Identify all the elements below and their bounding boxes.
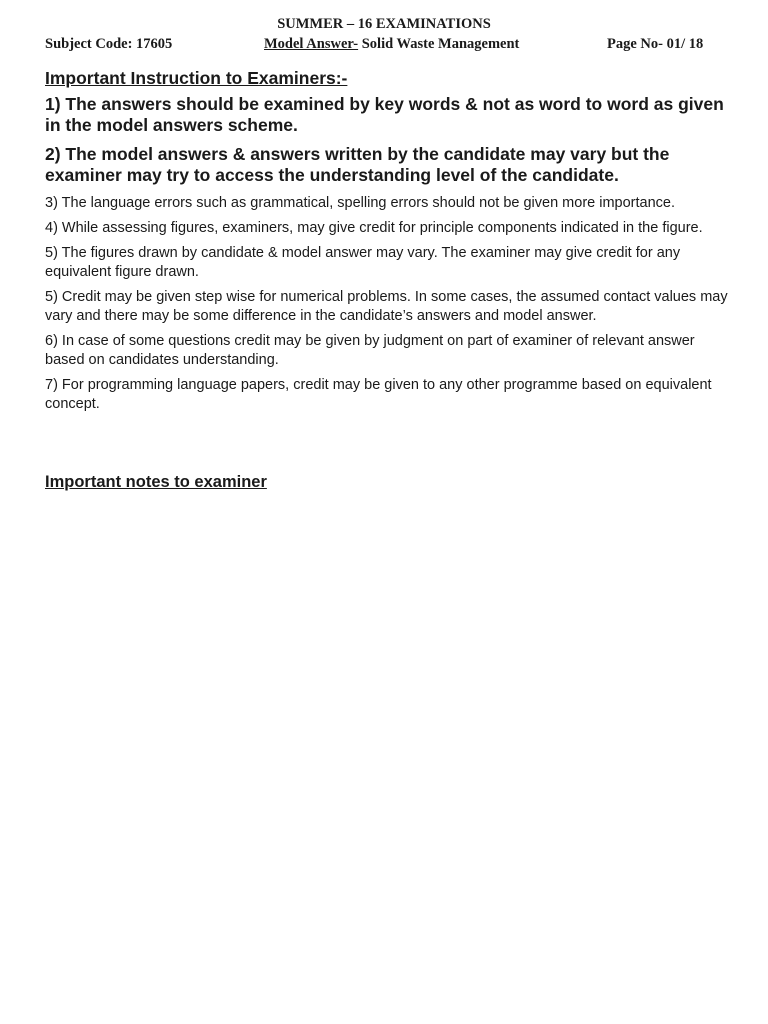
page-number: Page No- 01/ 18: [607, 36, 704, 52]
header-row: [45, 36, 725, 56]
exam-title: SUMMER – 16 EXAMINATIONS: [277, 16, 491, 32]
instruction-item: 1) The answers should be examined by key words & not as word to word as given in the model answers scheme.: [45, 94, 724, 135]
model-answer-title: [264, 36, 519, 53]
instructions-section: [45, 66, 735, 493]
instruction-item: 2) The model answers & answers written by the candidate may vary but the examiner may try to access the understanding level of the candidate.: [45, 144, 670, 185]
instruction-item: 4) While assessing figures, examiners, may give credit for principle components indicated in the figure.: [45, 220, 703, 236]
subject-code: Subject Code: 17605: [45, 36, 173, 52]
notes-heading: Important notes to examiner: [45, 473, 267, 491]
instruction-item: 7) For programming language papers, credit may be given to any other programme based on equivalent concept.: [45, 377, 712, 412]
instruction-item: 6) In case of some questions credit may be given by judgment on part of examiner of relevant answer based on candidates understanding.: [45, 333, 695, 368]
instruction-item: 5) Credit may be given step wise for numerical problems. In some cases, the assumed contact values may vary and there may be some difference in the candidate’s answers and model answer.: [45, 289, 728, 324]
instruction-item: 3) The language errors such as grammatical, spelling errors should not be given more importance.: [45, 195, 675, 211]
instruction-item: 5) The figures drawn by candidate & model answer may vary. The examiner may give credit for any equivalent figure drawn.: [45, 245, 681, 280]
model-answer-label: Model Answer-: [264, 36, 359, 52]
subject-name: Solid Waste Management: [358, 36, 520, 52]
instructions-heading: Important Instruction to Examiners:-: [45, 68, 348, 88]
